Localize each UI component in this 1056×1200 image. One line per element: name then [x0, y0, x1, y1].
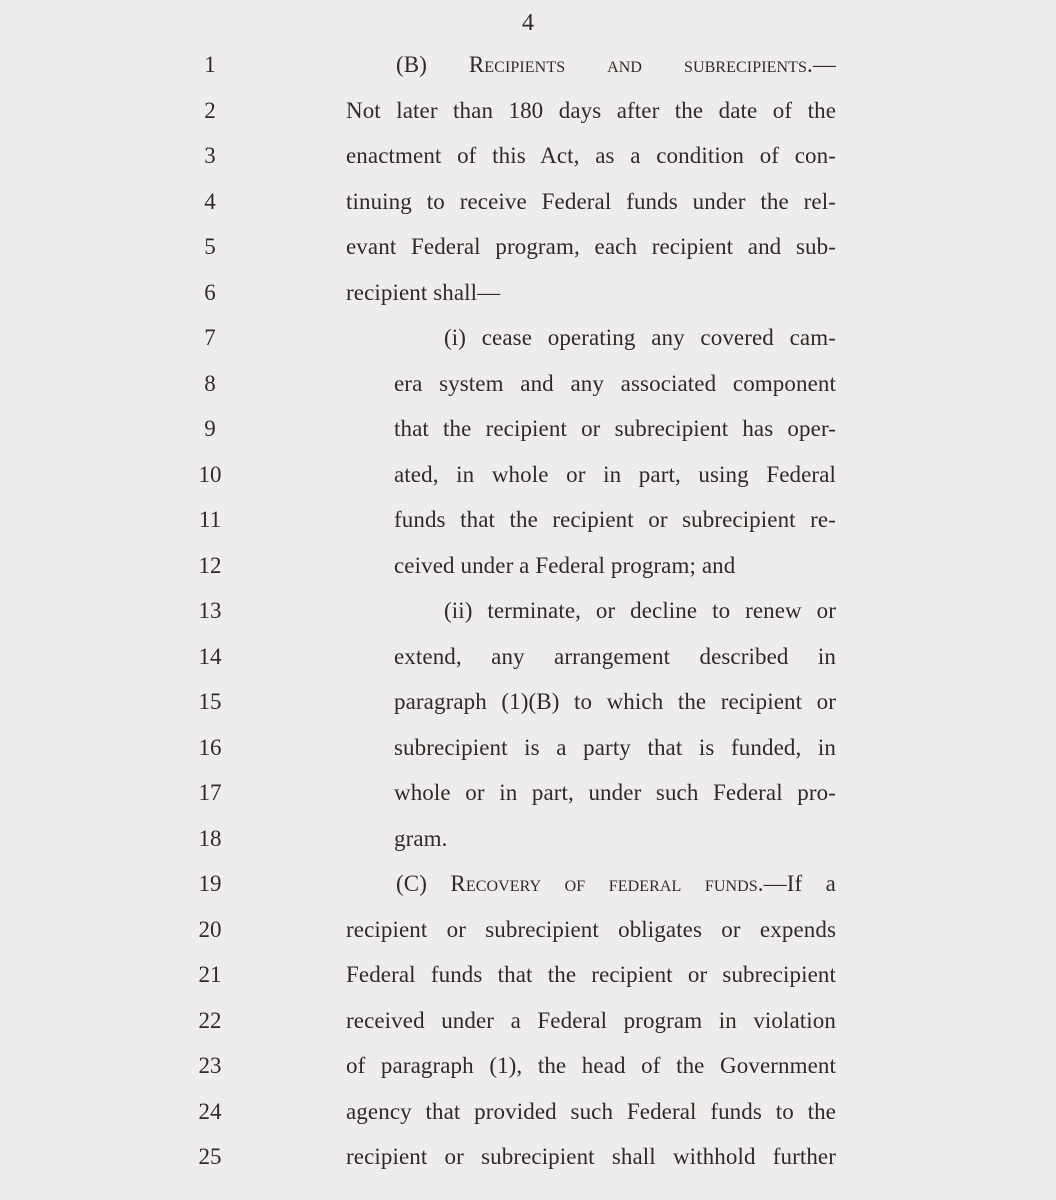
text-line: [0, 136, 1056, 176]
line-text: [394, 455, 836, 495]
line-number: 6: [204, 279, 216, 305]
text-line: [0, 682, 1056, 722]
line-segment: whole or in part, under such Federal pro-: [394, 780, 836, 805]
text-line: [0, 773, 1056, 813]
text-line: [0, 819, 1056, 859]
line-segment: recipient shall—: [346, 279, 501, 305]
line-segment: subrecipient is a party that is funded, in: [394, 734, 836, 760]
line-text: [444, 318, 836, 358]
line-text: [346, 1046, 836, 1086]
line-number: 13: [198, 598, 222, 623]
text-line: [0, 864, 1056, 904]
line-text: [396, 864, 836, 904]
line-text: [346, 955, 836, 995]
page-number: 4: [522, 10, 534, 36]
section-heading: Recovery of federal funds: [450, 871, 758, 896]
line-text: [394, 682, 836, 722]
line-text: [394, 546, 735, 586]
line-number: 25: [198, 1144, 222, 1169]
line-number: 22: [198, 1007, 222, 1033]
text-line: [0, 364, 1056, 404]
line-text: [346, 910, 836, 950]
line-number: 5: [204, 234, 216, 259]
text-line: [0, 45, 1056, 85]
line-number: 9: [204, 416, 216, 441]
line-segment: (i) cease operating any covered cam-: [444, 325, 836, 350]
line-segment: enactment of this Act, as a condition of con-: [346, 143, 836, 168]
text-line: [0, 728, 1056, 768]
line-text: [394, 500, 836, 540]
line-text: [346, 1092, 836, 1132]
text-line: [0, 591, 1056, 631]
line-segment: (B): [396, 52, 469, 77]
line-text: [394, 773, 836, 813]
text-line: [0, 1046, 1056, 1086]
line-number: 23: [198, 1053, 222, 1078]
text-line: [0, 910, 1056, 950]
line-number: 24: [198, 1098, 222, 1124]
line-segment: (C): [396, 871, 451, 896]
line-segment: tinuing to receive Federal funds under the rel-: [346, 188, 836, 214]
line-segment: era system and any associated component: [394, 370, 836, 396]
line-text: [346, 1001, 836, 1041]
line-segment: ceived under a Federal program; and: [394, 552, 736, 578]
line-number: 21: [198, 962, 222, 987]
line-number: 1: [204, 52, 216, 77]
line-number: 8: [204, 370, 216, 396]
section-heading: Recipients and subrecipients: [468, 52, 808, 77]
line-text: [394, 409, 836, 449]
line-number: 19: [198, 871, 222, 896]
text-line: [0, 1001, 1056, 1041]
line-text: [346, 136, 836, 176]
line-segment: ated, in whole or in part, using Federal: [394, 461, 836, 487]
line-text: [346, 91, 836, 131]
text-line: [0, 1137, 1056, 1177]
line-text: [346, 1137, 836, 1177]
text-line: [0, 409, 1056, 449]
line-segment: agency that provided such Federal funds to the: [346, 1098, 836, 1124]
line-segment: Federal funds that the recipient or subrecipient: [346, 962, 836, 987]
text-line: [0, 182, 1056, 222]
line-segment: received under a Federal program in violation: [346, 1007, 836, 1033]
line-number: 10: [198, 461, 222, 487]
line-number: 3: [204, 143, 216, 168]
line-segment: recipient or subrecipient obligates or expends: [346, 916, 836, 942]
text-line: [0, 546, 1056, 586]
line-segment: .—If a: [757, 871, 836, 896]
line-segment: extend, any arrangement described in: [394, 643, 836, 669]
text-line: [0, 1092, 1056, 1132]
text-line: [0, 91, 1056, 131]
line-segment: .—: [807, 52, 836, 77]
text-line: [0, 318, 1056, 358]
line-text: [444, 591, 836, 631]
line-text: [346, 273, 500, 313]
line-text: [396, 45, 836, 85]
text-line: [0, 955, 1056, 995]
line-segment: of paragraph (1), the head of the Government: [346, 1053, 836, 1078]
line-number: 2: [204, 97, 216, 123]
line-segment: funds that the recipient or subrecipient re-: [394, 507, 836, 532]
line-number: 16: [198, 734, 222, 760]
text-line: [0, 500, 1056, 540]
line-text: [346, 227, 836, 267]
line-number: 11: [198, 507, 222, 532]
line-number: 17: [198, 780, 222, 805]
line-text: [394, 728, 836, 768]
text-line: [0, 637, 1056, 677]
line-text: [394, 819, 448, 859]
line-segment: evant Federal program, each recipient and sub-: [346, 234, 836, 259]
text-line: [0, 455, 1056, 495]
line-text: [394, 364, 836, 404]
line-segment: Not later than 180 days after the date of the: [346, 97, 836, 123]
line-text: [394, 637, 836, 677]
line-segment: that the recipient or subrecipient has oper-: [394, 416, 836, 441]
line-number: 12: [198, 552, 222, 578]
line-number: 20: [198, 916, 222, 942]
line-segment: recipient or subrecipient shall withhold further: [346, 1144, 836, 1169]
line-number: 7: [204, 325, 216, 350]
line-number: 14: [198, 643, 222, 669]
line-number: 15: [198, 689, 222, 714]
text-line: [0, 273, 1056, 313]
line-segment: gram.: [394, 825, 448, 851]
line-number: 18: [198, 825, 222, 851]
line-segment: paragraph (1)(B) to which the recipient or: [394, 689, 836, 714]
line-segment: (ii) terminate, or decline to renew or: [444, 598, 836, 623]
line-text: [346, 182, 836, 222]
line-number: 4: [204, 188, 216, 214]
text-line: [0, 227, 1056, 267]
